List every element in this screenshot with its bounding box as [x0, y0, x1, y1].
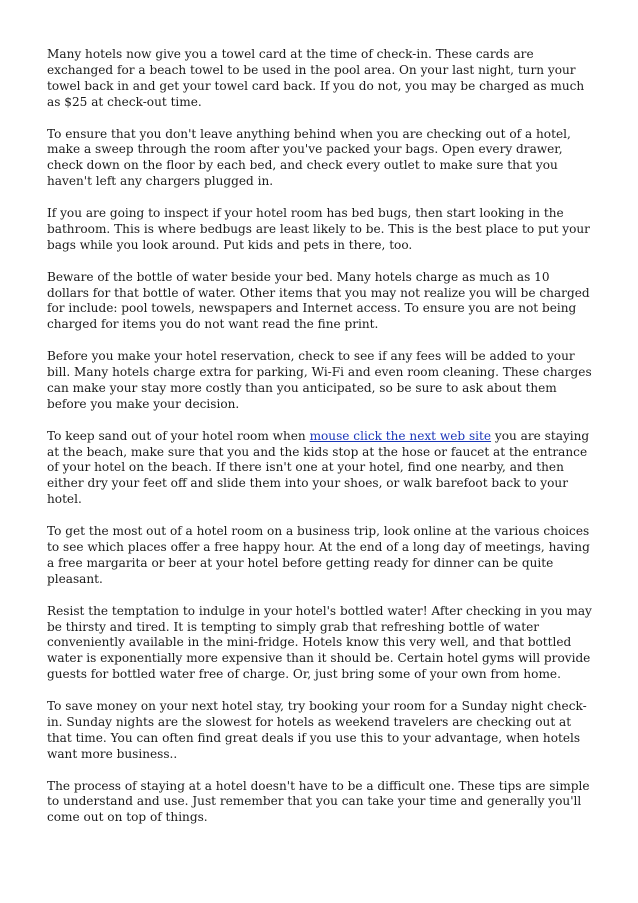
document-page: [47, 47, 595, 842]
paragraph-bottled-water: Resist the temptation to indulge in your hotel's bottled water! After checking in you may be thirsty and tired. It is tempting to simply grab that refreshing bottle of water conveniently available in the mini-fridge. Hotels know this very well, and that bottled water is exponentially more expensive than it should be. Certain hotel gyms will provide guests for bottled water free of charge. Or, just bring some of your own from home.: [47, 603, 592, 682]
paragraph-beach-sand-after: you are staying at the beach, make sure that you and the kids stop at the hose or faucet at the entrance of your hotel on the beach. If there isn't one at your hotel, find one nearby, and then either dry your feet off and slide them into your shoes, or walk barefoot back to your hotel.: [47, 428, 590, 507]
paragraph-business-trip: To get the most out of a hotel room on a business trip, look online at the various choices to see which places offer a free happy hour. At the end of a long day of meetings, having a free margarita or beer at your hotel before getting ready for dinner can be quite pleasant.: [47, 524, 590, 586]
paragraph-reservation-fees: Before you make your hotel reservation, check to see if any fees will be added to your bill. Many hotels charge extra for parking, Wi-Fi and even room cleaning. These charges can make your stay more costly than you anticipated, so be sure to ask about them before you make your decision.: [47, 349, 592, 411]
paragraph-bed-bugs: If you are going to inspect if your hotel room has bed bugs, then start looking in the bathroom. This is where bedbugs are least likely to be. This is the best place to put your bags while you look around. Put kids and pets in there, too.: [47, 206, 590, 252]
paragraph-beach-sand-before: To keep sand out of your hotel room when: [47, 428, 310, 443]
paragraph-towel-card: Many hotels now give you a towel card at the time of check-in. These cards are exchanged for a beach towel to be used in the pool area. On your last night, turn your towel back in and get your towel card back. If you do not, you may be charged as much as $25 at check-out time.: [47, 47, 585, 109]
paragraph-conclusion: The process of staying at a hotel doesn't have to be a difficult one. These tips are simple to understand and use. Just remember that you can take your time and generally you'll come out on top of things.: [47, 778, 590, 825]
inline-link[interactable]: mouse click the next web site: [309, 428, 492, 443]
paragraph-beach-sand: [47, 429, 595, 509]
paragraph-checkout-sweep: To ensure that you don't leave anything behind when you are checking out of a hotel, make a sweep through the room after you've packed your bags. Open every drawer, check down on the floor by each bed, and check every outlet to make sure that you haven't left any chargers plugged in.: [47, 126, 571, 189]
paragraph-sunday-checkin: To save money on your next hotel stay, try booking your room for a Sunday night check-in. Sunday nights are the slowest for hotels as weekend travelers are checking out at that time. You can often find great deals if you use this to your advantage, when hotels want more business..: [47, 699, 587, 761]
paragraph-water-bottle: Beware of the bottle of water beside your bed. Many hotels charge as much as 10 dollars for that bottle of water. Other items that you may not realize you will be charged for include: pool towels, newspapers and Internet access. To ensure you are not being charged for items you do not want read the fine print.: [47, 269, 590, 332]
